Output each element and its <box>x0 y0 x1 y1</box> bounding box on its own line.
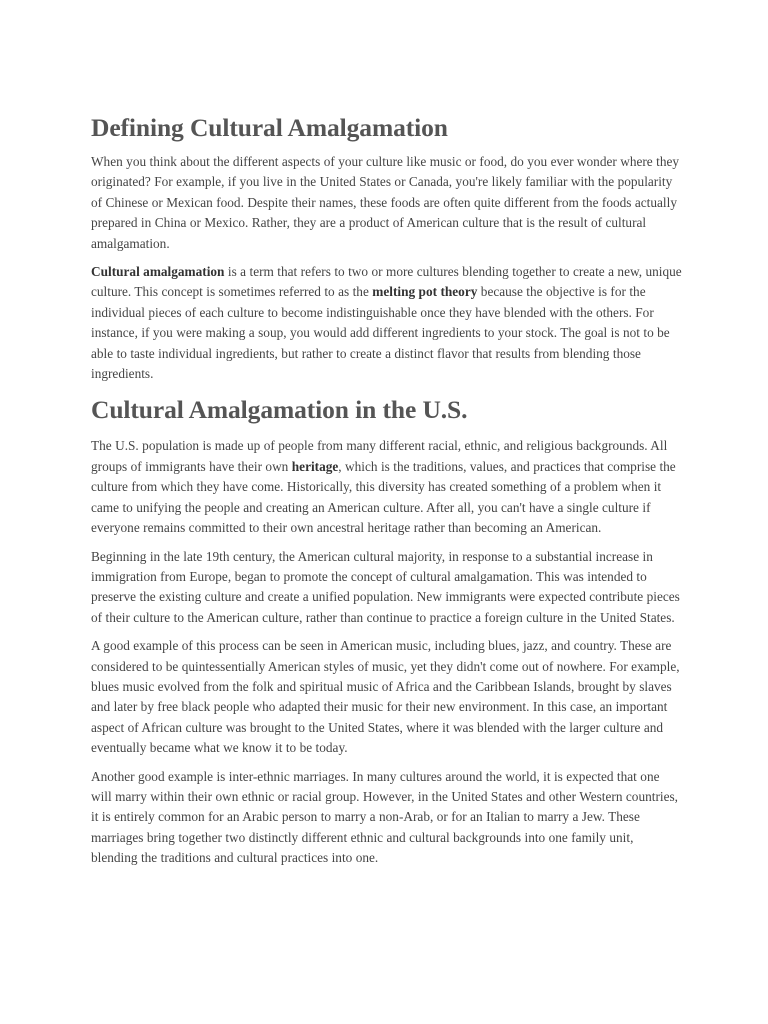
heading-defining-cultural-amalgamation: Defining Cultural Amalgamation <box>91 113 448 142</box>
term-cultural-amalgamation: Cultural amalgamation <box>91 264 225 280</box>
us-population-text-1: The U.S. population is made up of people from many different racial, ethnic, and religious backgrounds. All groups of immigrants have their own <box>91 438 668 474</box>
paragraph-19th-century: Beginning in the late 19th century, the American cultural majority, in response to a substantial increase in immigration from Europe, began to promote the concept of cultural amalgamation. This was intended to preserve the existing culture and create a unified population. New immigrants were expected contribute pieces of their culture to the American culture, rather than continue to practice a foreign culture in the United States. <box>91 548 680 625</box>
us-population-text-2: , which is the traditions, values, and practices that comprise the culture from which they have come. Historically, this diversity has created something of a problem when it came to unifying the people and creating an American culture. After all, you can't have a single culture if everyone remains committed to their own ancestral heritage rather than becoming an American. <box>91 458 676 536</box>
paragraph-definition <box>91 262 683 384</box>
paragraph-marriage-example: Another good example is inter-ethnic marriages. In many cultures around the world, it is expected that one will marry within their own ethnic or racial group. However, in the United States and other Western countries, it is entirely common for an Arabic person to marry a non-Arab, or for an Italian to marry a Jew. These marriages bring together two distinctly different ethnic and cultural backgrounds into one family unit, blending the traditions and cultural practices into one. <box>91 768 678 866</box>
term-heritage: heritage <box>291 458 339 474</box>
definition-text-2: because the objective is for the individual pieces of each culture to become indistinguishable once they have blended with the others. For instance, if you were making a soup, you would add different ingredients to your stock. The goal is not to be able to taste individual ingredients, but rather to create a distinct flavor that results from blending those ingredients. <box>91 284 670 382</box>
document-page <box>91 112 683 877</box>
paragraph-us-population <box>91 436 683 538</box>
term-melting-pot-theory: melting pot theory <box>372 284 478 300</box>
paragraph-music-example: A good example of this process can be seen in American music, including blues, jazz, and country. These are considered to be quintessentially American styles of music, yet they didn't come out of nowhere. For example, blues music evolved from the folk and spiritual music of Africa and the Caribbean Islands, brought by slaves and later by free black people who adapted their music for their new environment. In this case, an important aspect of African culture was brought to the United States, where it was blended with the larger culture and eventually became what we know it to be today. <box>91 638 680 756</box>
heading-cultural-amalgamation-us: Cultural Amalgamation in the U.S. <box>91 395 468 425</box>
paragraph-intro: When you think about the different aspects of your culture like music or food, do you ever wonder where they originated? For example, if you live in the United States or Canada, you're likely familiar with the popularity of Chinese or Mexican food. Despite their names, these foods are often quite different from the foods actually prepared in China or Mexico. Rather, they are a product of American culture that is the result of cultural amalgamation. <box>91 154 680 251</box>
definition-text-1: is a term that refers to two or more cultures blending together to create a new, unique culture. This concept is sometimes referred to as the <box>91 264 682 300</box>
